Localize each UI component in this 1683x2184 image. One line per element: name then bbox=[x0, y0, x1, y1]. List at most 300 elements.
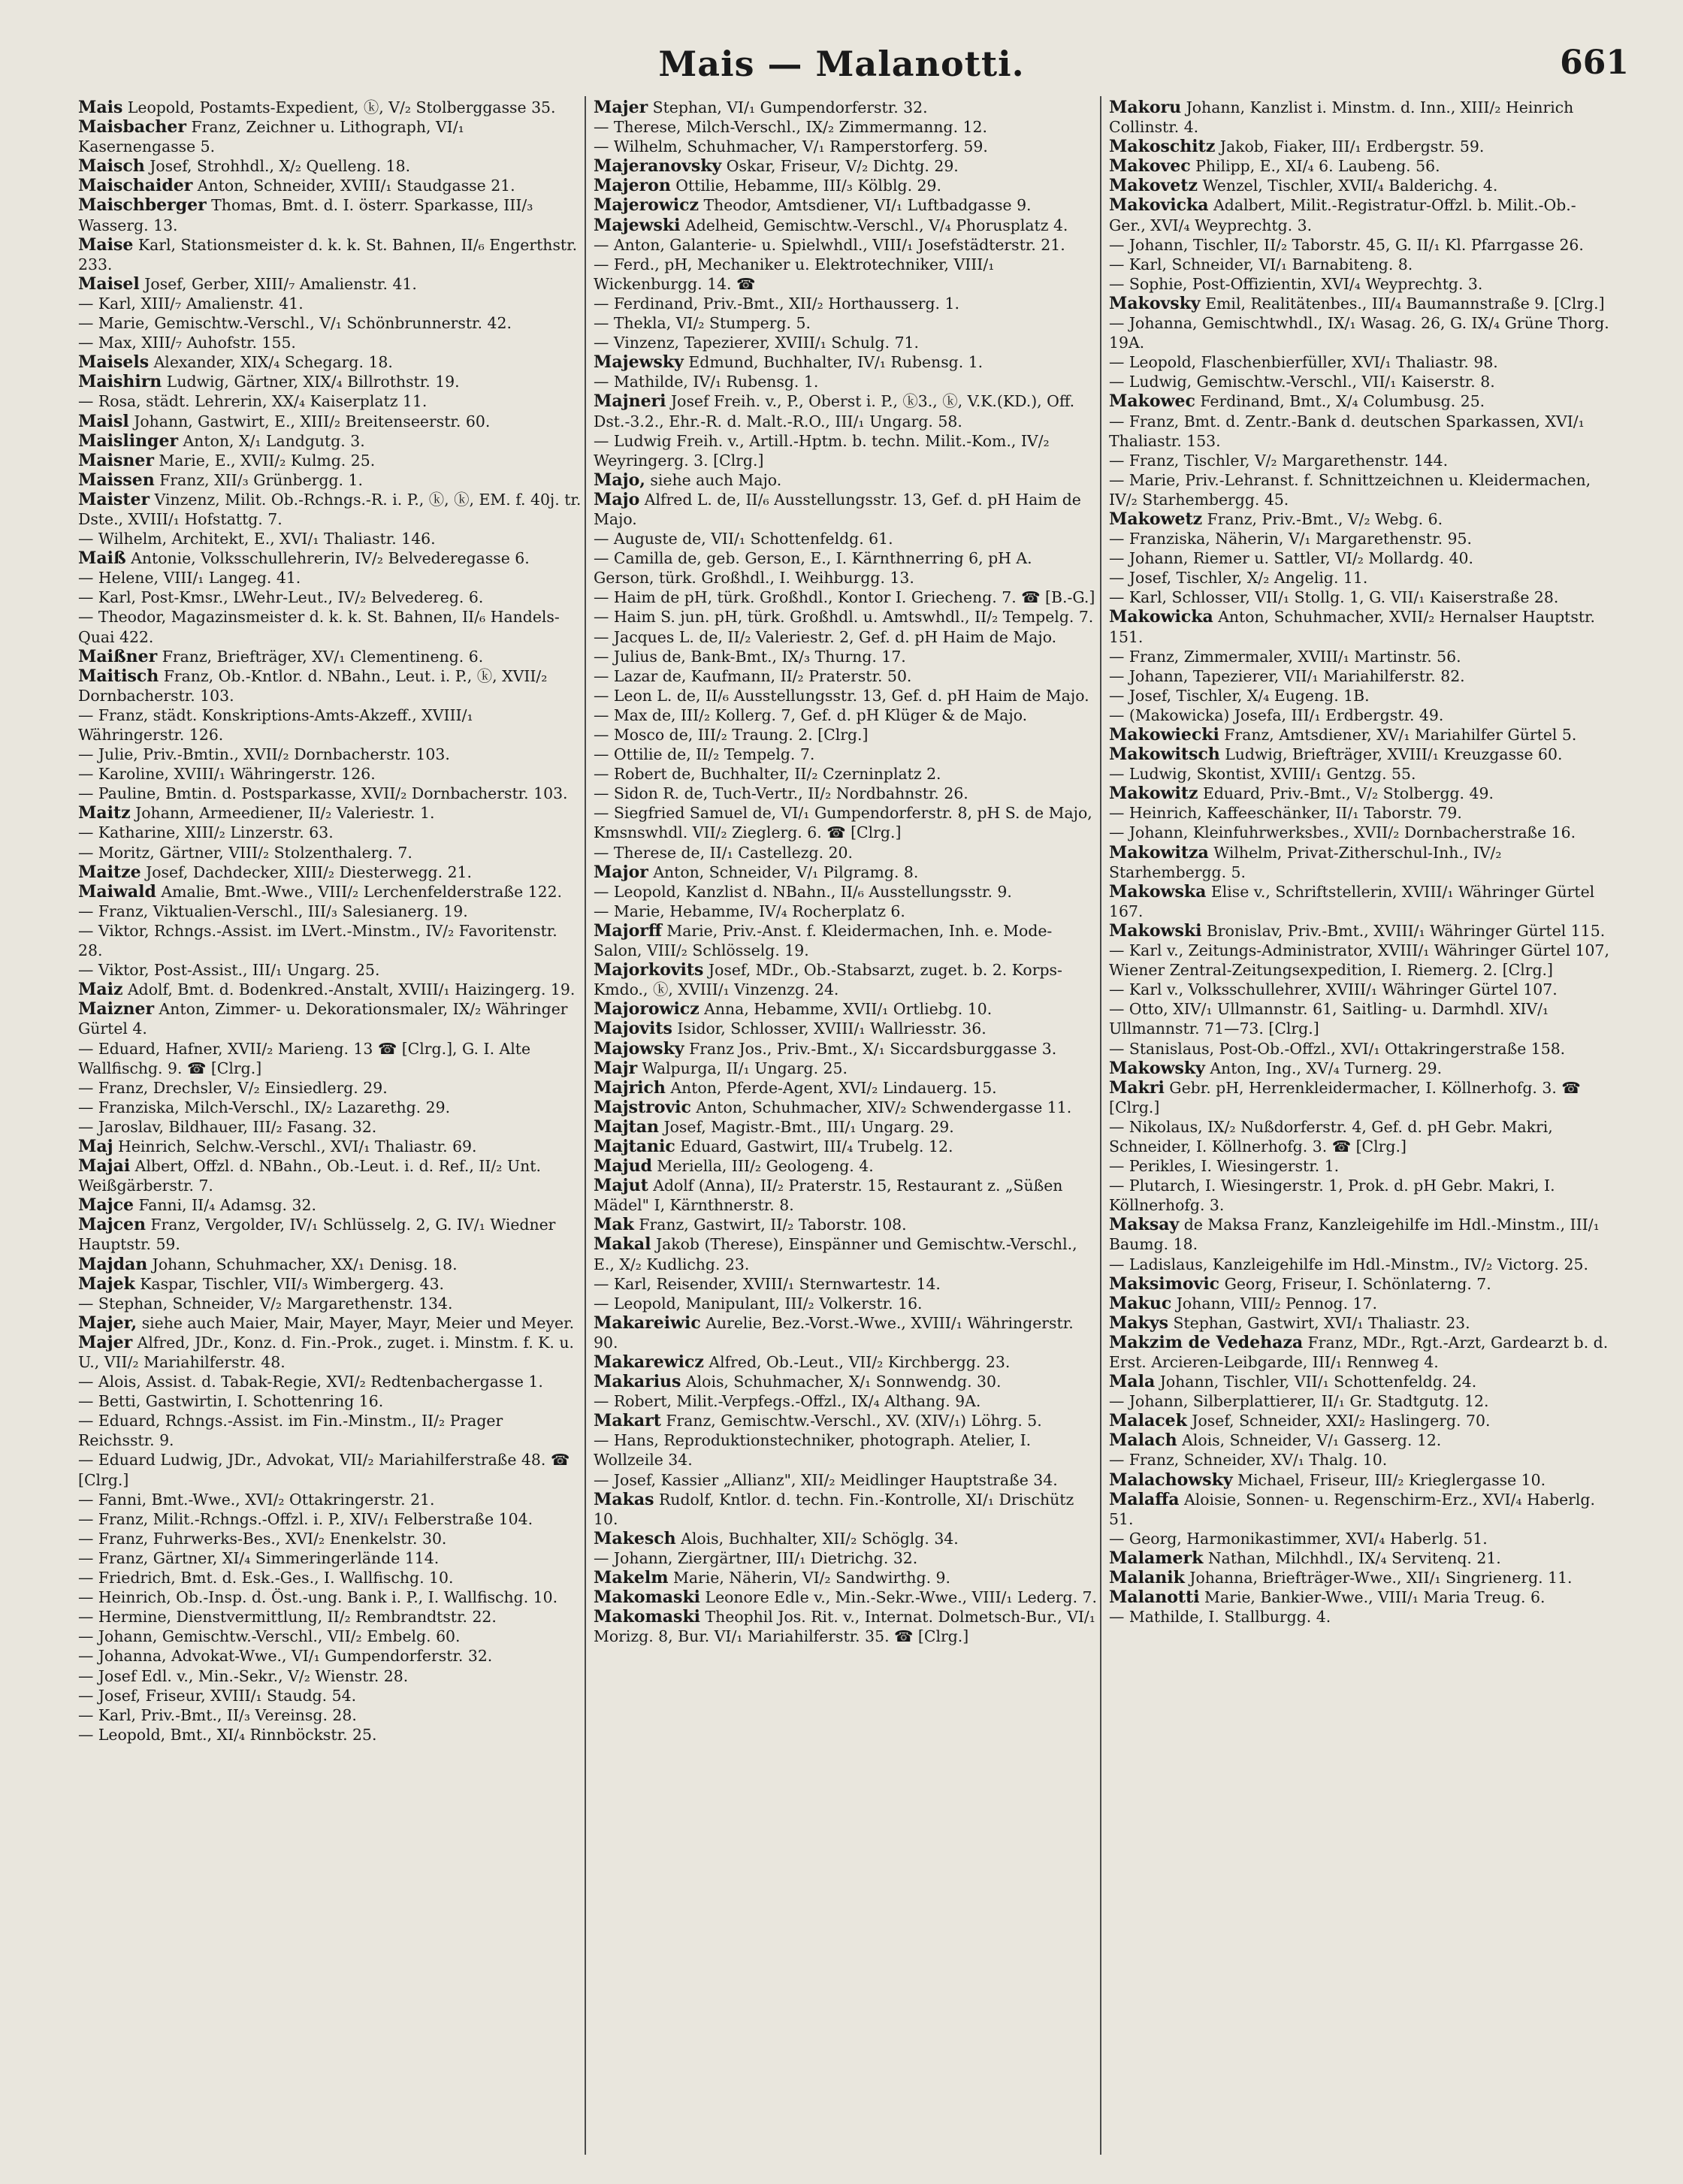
directory-entry bbox=[78, 1156, 582, 1195]
directory-entry bbox=[594, 195, 1097, 215]
directory-entry bbox=[594, 117, 1097, 137]
entry-details: — Ludwig Freih. v., Artill.-Hptm. b. techn. Milit.-Kom., IV/₂ Weyringerg. 3. [Clrg.] bbox=[594, 431, 1050, 470]
entry-details: Franz, Amtsdiener, XV/₁ Mariahilfer Gürtel 5. bbox=[1219, 726, 1577, 744]
directory-entry bbox=[78, 352, 582, 372]
entry-details: — Ludwig, Gemischtw.-Verschl., VII/₁ Kaiserstr. 8. bbox=[1109, 373, 1495, 391]
entry-details: — Leon L. de, II/₆ Ausstellungsstr. 13, Gef. d. pH Haim de Majo. bbox=[594, 686, 1089, 705]
directory-entry bbox=[1109, 1529, 1612, 1548]
entry-surname: Malamerk bbox=[1109, 1548, 1204, 1568]
entry-surname: Malanotti bbox=[1109, 1587, 1200, 1608]
entry-details: Josef, Magistr.-Bmt., III/₁ Ungarg. 29. bbox=[658, 1117, 954, 1136]
entry-details: — Thekla, VI/₂ Stumperg. 5. bbox=[594, 314, 811, 333]
entry-surname: Maislinger bbox=[78, 430, 179, 451]
directory-entry bbox=[1109, 156, 1612, 176]
directory-entry bbox=[594, 1430, 1097, 1470]
directory-entry bbox=[78, 391, 582, 411]
entry-details: — Leopold, Bmt., XI/₄ Rinnböckstr. 25. bbox=[78, 1725, 377, 1744]
entry-details: Franz, MDr., Rgt.-Arzt, Gardearzt b. d. Erst. Arcieren-Leibgarde, III/₁ Rennweg 4. bbox=[1109, 1333, 1609, 1371]
directory-entry bbox=[1109, 1372, 1612, 1391]
entry-details: Meriella, III/₂ Geologeng. 4. bbox=[651, 1157, 874, 1176]
entry-surname: Makowicka bbox=[1109, 607, 1213, 627]
entry-details: Edmund, Buchhalter, IV/₁ Rubensg. 1. bbox=[683, 353, 984, 372]
entry-details: — Franziska, Näherin, V/₁ Margarethenstr. 95. bbox=[1109, 530, 1472, 548]
entry-details: Eduard, Priv.-Bmt., V/₂ Stolbergg. 49. bbox=[1198, 784, 1494, 803]
entry-surname: Malaffa bbox=[1109, 1489, 1180, 1509]
entry-details: — Leopold, Manipulant, III/₂ Volkerstr. 16. bbox=[594, 1294, 923, 1313]
entry-surname: Makas bbox=[594, 1489, 654, 1509]
directory-entry bbox=[1109, 235, 1612, 255]
entry-surname: Majewski bbox=[594, 215, 681, 235]
column-divider bbox=[585, 96, 586, 2155]
directory-entry bbox=[594, 431, 1097, 470]
entry-surname: Maishirn bbox=[78, 372, 162, 392]
directory-entry bbox=[78, 1333, 582, 1372]
entry-surname: Makovec bbox=[1109, 156, 1191, 177]
directory-entry bbox=[78, 1529, 582, 1548]
entry-details: Michael, Friseur, III/₂ Krieglergasse 10. bbox=[1232, 1470, 1546, 1489]
directory-entry bbox=[78, 1548, 582, 1568]
directory-entry bbox=[1109, 764, 1612, 784]
entry-details: Karl, Stationsmeister d. k. k. St. Bahnen, II/₆ Engerthstr. 233. bbox=[78, 235, 578, 273]
entry-surname: Majr bbox=[594, 1058, 638, 1078]
directory-entry bbox=[594, 294, 1097, 313]
entry-surname: Makoru bbox=[1109, 98, 1182, 117]
directory-entry bbox=[594, 98, 1097, 117]
entry-details: Anton, Schuhmacher, XVII/₂ Hernalser Hauptstr. 151. bbox=[1109, 608, 1595, 646]
directory-entry bbox=[1109, 1587, 1612, 1607]
entry-details: Josef, Schneider, XXI/₂ Haslingerg. 70. bbox=[1186, 1412, 1491, 1430]
entry-details: — Karl, Priv.-Bmt., II/₃ Vereinsg. 28. bbox=[78, 1705, 357, 1724]
entry-details: Albert, Offzl. d. NBahn., Ob.-Leut. i. d. Ref., II/₂ Unt. Weißgärberstr. 7. bbox=[78, 1157, 541, 1195]
directory-entry bbox=[78, 784, 582, 803]
directory-entry bbox=[594, 1313, 1097, 1352]
entry-details: Leopold, Postamts-Expedient, ⓚ, V/₂ Stolberggasse 35. bbox=[122, 98, 556, 116]
directory-entry bbox=[1109, 470, 1612, 509]
entry-surname: Makowiecki bbox=[1109, 725, 1219, 745]
entry-details: — Georg, Harmonikastimmer, XVI/₄ Haberlg. 51. bbox=[1109, 1529, 1488, 1548]
entry-details: Franz, Priv.-Bmt., V/₂ Webg. 6. bbox=[1202, 509, 1443, 528]
directory-entry bbox=[594, 470, 1097, 490]
directory-entry bbox=[594, 745, 1097, 764]
entry-details: Aloisie, Sonnen- u. Regenschirm-Erz., XVI/₄ Haberlg. 51. bbox=[1109, 1490, 1595, 1528]
entry-details: — Karl, Post-Kmsr., LWehr-Leut., IV/₂ Belvedereg. 6. bbox=[78, 588, 484, 607]
directory-entry bbox=[594, 764, 1097, 784]
directory-entry bbox=[1109, 176, 1612, 195]
column-1 bbox=[78, 98, 582, 1744]
entry-details: Franz, Zeichner u. Lithograph, VI/₁ Kasernengasse 5. bbox=[78, 118, 464, 156]
entry-surname: Majtanic bbox=[594, 1136, 675, 1156]
entry-surname: Mais bbox=[78, 98, 123, 117]
entry-details: Nathan, Milchhdl., IX/₄ Servitenq. 21. bbox=[1203, 1548, 1501, 1567]
entry-details: — Sidon R. de, Tuch-Vertr., II/₂ Nordbahnstr. 26. bbox=[594, 784, 968, 803]
entry-surname: Majorkovits bbox=[594, 960, 704, 980]
entry-surname: Maitisch bbox=[78, 666, 159, 686]
entry-details: — Alois, Assist. d. Tabak-Regie, XVI/₂ Redtenbachergasse 1. bbox=[78, 1373, 543, 1391]
entry-details: — Sophie, Post-Offizientin, XVI/₄ Weyprechtg. 3. bbox=[1109, 274, 1483, 293]
directory-entry bbox=[594, 1587, 1097, 1607]
directory-entry bbox=[594, 333, 1097, 352]
directory-entry bbox=[78, 1215, 582, 1254]
entry-details: Rudolf, Kntlor. d. techn. Fin.-Kontrolle, XI/₁ Drischütz 10. bbox=[594, 1490, 1074, 1528]
directory-entry bbox=[1109, 529, 1612, 548]
entry-surname: Makovsky bbox=[1109, 293, 1201, 313]
entry-surname: Majeron bbox=[594, 176, 671, 196]
entry-details: — Ferd., pH, Mechaniker u. Elektrotechniker, VIII/₁ Wickenburgg. 14. ☎ bbox=[594, 255, 995, 293]
entry-details: — Franz, Schneider, XV/₁ Thalg. 10. bbox=[1109, 1451, 1388, 1470]
entry-details: Franz, Gemischtw.-Verschl., XV. (XIV/₁) Löhrg. 5. bbox=[660, 1412, 1042, 1430]
entry-details: Johann, Schuhmacher, XX/₁ Denisg. 18. bbox=[147, 1255, 458, 1273]
entry-details: Franz, Gastwirt, II/₂ Taborstr. 108. bbox=[633, 1216, 907, 1234]
entry-details: Adelheid, Gemischtw.-Verschl., V/₄ Phorusplatz 4. bbox=[680, 216, 1068, 234]
entry-surname: Majrich bbox=[594, 1077, 666, 1098]
directory-entry bbox=[594, 313, 1097, 333]
entry-surname: Malach bbox=[1109, 1430, 1177, 1451]
entry-details: Marie, Priv.-Anst. f. Kleidermachen, Inh. e. Mode-Salon, VIII/₂ Schlösselg. 19. bbox=[594, 921, 1053, 960]
directory-entry bbox=[1109, 451, 1612, 470]
directory-entry bbox=[594, 391, 1097, 430]
directory-entry bbox=[1109, 999, 1612, 1038]
directory-entry bbox=[594, 1059, 1097, 1078]
entry-surname: Maitze bbox=[78, 862, 141, 882]
page-header bbox=[0, 44, 1683, 104]
entry-details: Josef, MDr., Ob.-Stabsarzt, zuget. b. 2. Korps-Kmdo., ⓚ, XVIII/₁ Vinzenzg. 24. bbox=[594, 961, 1062, 999]
directory-entry bbox=[1109, 98, 1612, 137]
entry-surname: Maischaider bbox=[78, 176, 193, 196]
directory-entry bbox=[78, 823, 582, 842]
entry-details: — Franz, Bmt. d. Zentr.-Bank d. deutschen Sparkassen, XVI/₁ Thaliastr. 153. bbox=[1109, 412, 1585, 450]
running-head: Mais — Malanotti. bbox=[658, 44, 1025, 84]
directory-entry bbox=[1109, 1607, 1612, 1627]
directory-entry bbox=[1109, 1176, 1612, 1215]
directory-entry bbox=[594, 1098, 1097, 1117]
directory-entry bbox=[78, 1725, 582, 1744]
entry-details: Alois, Schneider, V/₁ Gasserg. 12. bbox=[1177, 1431, 1442, 1450]
entry-details: — Jaroslav, Bildhauer, III/₂ Fasang. 32. bbox=[78, 1117, 377, 1136]
directory-entry bbox=[594, 960, 1097, 999]
entry-details: Anton, Schuhmacher, XIV/₂ Schwendergasse 11. bbox=[690, 1098, 1072, 1116]
directory-entry bbox=[78, 764, 582, 784]
entry-details: — Viktor, Post-Assist., III/₁ Ungarg. 25. bbox=[78, 961, 380, 980]
entry-surname: Makys bbox=[1109, 1313, 1169, 1333]
directory-entry bbox=[1109, 274, 1612, 294]
entry-details: — Franz, Tischler, V/₂ Margarethenstr. 144. bbox=[1109, 451, 1449, 470]
directory-entry bbox=[78, 195, 582, 234]
entry-details: — Johann, Tapezierer, VII/₁ Mariahilferstr. 82. bbox=[1109, 666, 1465, 685]
directory-entry bbox=[1109, 568, 1612, 588]
directory-entry bbox=[78, 1078, 582, 1098]
entry-details: Jakob, Fiaker, III/₁ Erdbergstr. 59. bbox=[1215, 137, 1485, 156]
entry-surname: Malanik bbox=[1109, 1568, 1185, 1588]
directory-entry bbox=[1109, 1156, 1612, 1176]
entry-details: Marie, Näherin, VI/₂ Sandwirthg. 9. bbox=[668, 1569, 950, 1587]
entry-details: — Max de, III/₂ Kollerg. 7, Gef. d. pH Klüger & de Majo. bbox=[594, 705, 1028, 724]
directory-entry bbox=[594, 666, 1097, 686]
directory-entry bbox=[78, 176, 582, 195]
entry-details: Alfred, JDr., Konz. d. Fin.-Prok., zuget. i. Minstm. f. K. u. U., VII/₂ Mariahilferstr. 48. bbox=[78, 1333, 574, 1371]
directory-entry bbox=[1109, 294, 1612, 313]
directory-entry bbox=[1109, 509, 1612, 529]
entry-details: Wilhelm, Privat-Zitherschul-Inh., IV/₂ Starhembergg. 5. bbox=[1109, 843, 1502, 881]
directory-entry bbox=[1109, 921, 1612, 941]
directory-entry bbox=[78, 1450, 582, 1489]
entry-surname: Makri bbox=[1109, 1077, 1165, 1098]
entry-details: Anton, Zimmer- u. Dekorationsmaler, IX/₂ Währinger Gürtel 4. bbox=[78, 1000, 568, 1038]
directory-entry bbox=[594, 352, 1097, 372]
entry-details: — Mathilde, I. Stallburgg. 4. bbox=[1109, 1608, 1331, 1627]
entry-details: — Moritz, Gärtner, VIII/₂ Stolzenthalerg. 7. bbox=[78, 843, 412, 862]
directory-entry bbox=[78, 607, 582, 646]
entry-details: Adolf (Anna), II/₂ Praterstr. 15, Restaurant z. „Süßen Mädel" I, Kärnthnerstr. 8. bbox=[594, 1177, 1063, 1215]
directory-entry bbox=[594, 1470, 1097, 1490]
directory-entry bbox=[78, 745, 582, 764]
entry-details: — Auguste de, VII/₁ Schottenfeldg. 61. bbox=[594, 530, 893, 548]
entry-details: Antonie, Volksschullehrerin, IV/₂ Belvederegasse 6. bbox=[125, 549, 530, 568]
entry-details: Alexander, XIX/₄ Schegarg. 18. bbox=[149, 353, 393, 372]
entry-details: Josef, Strohhdl., X/₂ Quelleng. 18. bbox=[144, 157, 411, 176]
entry-details: — Nikolaus, IX/₂ Nußdorferstr. 4, Gef. d. pH Gebr. Makri, Schneider, I. Köllnerhofg. 3. ☎ [Clrg.] bbox=[1109, 1117, 1553, 1155]
entry-surname: Majowsky bbox=[594, 1038, 684, 1059]
entry-details: — (Makowicka) Josefa, III/₁ Erdbergstr. 49. bbox=[1109, 705, 1444, 724]
directory-entry bbox=[1109, 1470, 1612, 1490]
entry-surname: Maise bbox=[78, 234, 134, 255]
directory-entry bbox=[1109, 137, 1612, 156]
directory-entry bbox=[1109, 941, 1612, 980]
entry-details: Gebr. pH, Herrenkleidermacher, I. Köllnerhofg. 3. ☎ [Clrg.] bbox=[1109, 1078, 1581, 1116]
entry-details: — Otto, XIV/₁ Ullmannstr. 61, Saitling- u. Darmhdl. XIV/₁ Ullmannstr. 71—73. [Clrg.] bbox=[1109, 1000, 1549, 1038]
entry-details: Johann, Kanzlist i. Minstm. d. Inn., XIII/₂ Heinrich Collinstr. 4. bbox=[1109, 98, 1574, 137]
entry-details: — Julie, Priv.-Bmtin., XVII/₂ Dornbacherstr. 103. bbox=[78, 745, 450, 764]
entry-details: Elise v., Schriftstellerin, XVIII/₁ Währinger Gürtel 167. bbox=[1109, 882, 1595, 920]
entry-surname: Makesch bbox=[594, 1528, 676, 1548]
entry-surname: Mala bbox=[1109, 1372, 1156, 1392]
entry-surname: Maisels bbox=[78, 352, 150, 373]
directory-entry bbox=[1109, 725, 1612, 745]
directory-entry bbox=[1109, 588, 1612, 607]
directory-entry bbox=[78, 1098, 582, 1117]
entry-details: — Karl v., Zeitungs-Administrator, XVIII/₁ Währinger Gürtel 107, Wiener Zentral-Zeitungsexpedition, I. Riemerg. 2. [Clrg.] bbox=[1109, 941, 1609, 980]
entry-details: — Viktor, Rchngs.-Assist. im LVert.-Minstm., IV/₂ Favoritenstr. 28. bbox=[78, 921, 557, 960]
directory-entry bbox=[78, 1255, 582, 1274]
entry-surname: Maj bbox=[78, 1136, 113, 1156]
entry-details: — Franz, Milit.-Rchngs.-Offzl. i. P., XIV/₁ Felberstraße 104. bbox=[78, 1509, 533, 1528]
entry-surname: Maisner bbox=[78, 450, 154, 470]
entry-details: Anton, Schneider, XVIII/₁ Staudgasse 21. bbox=[192, 177, 515, 195]
directory-entry bbox=[594, 686, 1097, 705]
directory-entry bbox=[78, 470, 582, 490]
entry-surname: Majtan bbox=[594, 1116, 659, 1137]
directory-entry bbox=[78, 235, 582, 274]
entry-surname: Makuc bbox=[1109, 1293, 1172, 1313]
entry-surname: Makowsky bbox=[1109, 1058, 1205, 1078]
entry-surname: Majo, bbox=[594, 470, 645, 490]
entry-details: — Karl, Schneider, VI/₁ Barnabiteng. 8. bbox=[1109, 255, 1413, 273]
directory-entry bbox=[78, 666, 582, 705]
entry-surname: Maiz bbox=[78, 980, 123, 1000]
entry-details: — Franz, städt. Konskriptions-Amts-Akzeff., XVIII/₁ Währingerstr. 126. bbox=[78, 705, 473, 744]
entry-details: — Julius de, Bank-Bmt., IX/₃ Thurng. 17. bbox=[594, 647, 906, 666]
directory-entry bbox=[594, 1078, 1097, 1098]
entry-surname: Majcen bbox=[78, 1215, 146, 1235]
directory-entry bbox=[594, 784, 1097, 803]
directory-entry bbox=[1109, 1450, 1612, 1470]
entry-details: — Leopold, Kanzlist d. NBahn., II/₆ Ausstellungsstr. 9. bbox=[594, 882, 1012, 901]
directory-entry bbox=[78, 274, 582, 294]
entry-details: Stephan, Gastwirt, XVI/₁ Thaliastr. 23. bbox=[1168, 1313, 1470, 1332]
entry-details: Fanni, II/₄ Adamsg. 32. bbox=[133, 1196, 316, 1215]
entry-details: Franz, XII/₃ Grünbergg. 1. bbox=[154, 470, 363, 489]
directory-entry bbox=[78, 1490, 582, 1509]
directory-entry bbox=[594, 1352, 1097, 1372]
entry-details: Alois, Schuhmacher, X/₁ Sonnwendg. 30. bbox=[681, 1373, 1002, 1391]
entry-details: Adalbert, Milit.-Registratur-Offzl. b. Milit.-Ob.-Ger., XVI/₄ Weyprechtg. 3. bbox=[1109, 196, 1576, 234]
directory-entry bbox=[594, 921, 1097, 960]
entry-details: — Karl, Reisender, XVIII/₁ Sternwartestr. 14. bbox=[594, 1274, 941, 1293]
entry-details: Heinrich, Selchw.-Verschl., XVI/₁ Thaliastr. 69. bbox=[113, 1137, 477, 1155]
entry-surname: Makareiwic bbox=[594, 1313, 701, 1333]
entry-surname: Majdan bbox=[78, 1254, 148, 1274]
entry-details: — Rosa, städt. Lehrerin, XX/₄ Kaiserplatz 11. bbox=[78, 392, 428, 411]
entry-details: Franz, Ob.-Kntlor. d. NBahn., Leut. i. P., ⓚ, XVII/₂ Dornbacherstr. 103. bbox=[78, 666, 548, 705]
entry-details: Anton, Pferde-Agent, XVI/₂ Lindauerg. 15. bbox=[665, 1078, 997, 1097]
entry-surname: Maiß bbox=[78, 548, 126, 569]
directory-entry bbox=[78, 1117, 582, 1137]
directory-entry bbox=[594, 1215, 1097, 1234]
directory-entry bbox=[78, 862, 582, 882]
directory-entry bbox=[78, 98, 582, 117]
entry-details: — Robert, Milit.-Verpfegs.-Offzl., IX/₄ Althang. 9A. bbox=[594, 1392, 981, 1411]
directory-entry bbox=[78, 490, 582, 529]
entry-details: Adolf, Bmt. d. Bodenkred.-Anstalt, XVIII/₁ Haizingerg. 19. bbox=[122, 980, 576, 999]
entry-details: — Franz, Viktualien-Verschl., III/₃ Salesianerg. 19. bbox=[78, 902, 468, 920]
entry-details: — Theodor, Magazinsmeister d. k. k. St. Bahnen, II/₆ Handels-Quai 422. bbox=[78, 608, 560, 646]
directory-entry bbox=[1109, 843, 1612, 882]
directory-entry bbox=[594, 1039, 1097, 1059]
entry-details: Alois, Buchhalter, XII/₂ Schöglg. 34. bbox=[675, 1529, 959, 1548]
directory-entry bbox=[594, 1294, 1097, 1313]
entry-details: — Franziska, Milch-Verschl., IX/₂ Lazarethg. 29. bbox=[78, 1098, 451, 1116]
entry-details: Alfred, Ob.-Leut., VII/₂ Kirchbergg. 23. bbox=[703, 1353, 1011, 1371]
directory-entry bbox=[78, 803, 582, 823]
directory-entry bbox=[594, 529, 1097, 548]
directory-entry bbox=[1109, 1391, 1612, 1411]
entry-details: — Johann, Riemer u. Sattler, VI/₂ Mollardg. 40. bbox=[1109, 549, 1473, 568]
directory-entry bbox=[1109, 784, 1612, 803]
entry-surname: Majut bbox=[594, 1176, 648, 1196]
entry-details: — Marie, Priv.-Lehranst. f. Schnittzeichnen u. Kleidermachen, IV/₂ Starhembergg. 45. bbox=[1109, 470, 1591, 509]
directory-entry bbox=[594, 490, 1097, 529]
entry-details: Franz, Vergolder, IV/₁ Schlüsselg. 2, G. IV/₁ Wiedner Hauptstr. 59. bbox=[78, 1216, 556, 1254]
entry-details: — Plutarch, I. Wiesingerstr. 1, Prok. d. pH Gebr. Makri, I. Köllnerhofg. 3. bbox=[1109, 1177, 1555, 1215]
entry-details: — Karoline, XVIII/₁ Währingerstr. 126. bbox=[78, 765, 376, 784]
directory-entry bbox=[78, 1587, 582, 1607]
entry-details: Alfred L. de, II/₆ Ausstellungsstr. 13, Gef. d. pH Haim de Majo. bbox=[594, 490, 1081, 528]
directory-entry bbox=[594, 1548, 1097, 1568]
entry-surname: Majeranovsky bbox=[594, 156, 722, 177]
entry-details: — Stanislaus, Post-Ob.-Offzl., XVI/₁ Ottakringerstraße 158. bbox=[1109, 1039, 1566, 1058]
directory-entry bbox=[594, 999, 1097, 1019]
directory-entry bbox=[1109, 1039, 1612, 1059]
directory-entry bbox=[594, 1019, 1097, 1038]
directory-entry bbox=[594, 1568, 1097, 1587]
directory-entry bbox=[78, 313, 582, 333]
directory-entry bbox=[78, 156, 582, 176]
entry-details: Leonore Edle v., Min.-Sekr.-Wwe., VIII/₁ Lederg. 7. bbox=[700, 1588, 1098, 1607]
entry-details: Wenzel, Tischler, XVII/₄ Balderichg. 4. bbox=[1197, 177, 1498, 195]
entry-surname: Maksimovic bbox=[1109, 1273, 1220, 1294]
directory-entry bbox=[78, 588, 582, 607]
entry-surname: Makowitz bbox=[1109, 784, 1198, 804]
directory-entry bbox=[594, 627, 1097, 647]
directory-entry bbox=[1109, 647, 1612, 666]
directory-entry bbox=[1109, 1490, 1612, 1529]
directory-entry bbox=[78, 999, 582, 1038]
directory-entry bbox=[594, 137, 1097, 156]
entry-details: — Franz, Fuhrwerks-Bes., XVI/₂ Enenkelstr. 30. bbox=[78, 1529, 447, 1548]
entry-details: — Stephan, Schneider, V/₂ Margarethenstr. 134. bbox=[78, 1294, 453, 1313]
directory-entry bbox=[594, 1391, 1097, 1411]
directory-entry bbox=[594, 843, 1097, 862]
directory-entry bbox=[1109, 1255, 1612, 1274]
directory-entry bbox=[78, 412, 582, 431]
directory-entry bbox=[1109, 1059, 1612, 1078]
entry-details: — Ludwig, Skontist, XVIII/₁ Gentzg. 55. bbox=[1109, 765, 1416, 784]
entry-details: Bronislav, Priv.-Bmt., XVIII/₁ Währinger Gürtel 115. bbox=[1201, 921, 1606, 940]
directory-entry bbox=[78, 431, 582, 451]
directory-entry bbox=[594, 647, 1097, 666]
entry-details: — Friedrich, Bmt. d. Esk.-Ges., I. Wallfischg. 10. bbox=[78, 1569, 454, 1587]
directory-entry bbox=[1109, 412, 1612, 451]
directory-entry bbox=[1109, 1430, 1612, 1450]
directory-entry bbox=[1109, 548, 1612, 568]
entry-details: — Fanni, Bmt.-Wwe., XVI/₂ Ottakringerstr. 21. bbox=[78, 1490, 435, 1509]
entry-details: — Robert de, Buchhalter, II/₂ Czerninplatz 2. bbox=[594, 765, 941, 784]
directory-entry bbox=[78, 451, 582, 470]
entry-details: — Max, XIII/₇ Auhofstr. 155. bbox=[78, 334, 296, 352]
directory-entry bbox=[1109, 255, 1612, 274]
entry-details: siehe auch Majo. bbox=[645, 470, 782, 489]
entry-surname: Makomaski bbox=[594, 1587, 701, 1608]
entry-surname: Majneri bbox=[594, 391, 666, 412]
directory-entry bbox=[1109, 823, 1612, 842]
entry-details: — Johanna, Gemischtwhdl., IX/₁ Wasag. 26, G. IX/₄ Grüne Thorg. 19A. bbox=[1109, 314, 1609, 352]
directory-entry bbox=[78, 1372, 582, 1391]
entry-surname: Maizner bbox=[78, 999, 155, 1020]
entry-details: Isidor, Schlosser, XVIII/₁ Wallriesstr. 36. bbox=[672, 1020, 987, 1038]
entry-surname: Majer, bbox=[78, 1313, 137, 1333]
entry-surname: Makoschitz bbox=[1109, 137, 1216, 157]
directory-entry bbox=[78, 705, 582, 745]
entry-details: — Wilhelm, Architekt, E., XVI/₁ Thaliastr. 146. bbox=[78, 530, 436, 548]
directory-entry bbox=[78, 1195, 582, 1215]
entry-details: Emil, Realitätenbes., III/₄ Baumannstraße 9. [Clrg.] bbox=[1200, 294, 1605, 313]
entry-surname: Majorowicz bbox=[594, 999, 699, 1020]
entry-details: — Siegfried Samuel de, VI/₁ Gumpendorferstr. 8, pH S. de Majo, Kmsnswhdl. VII/₂ Zieglerg. 6. ☎ [Clrg.] bbox=[594, 804, 1092, 842]
entry-details: — Johann, Silberplattierer, II/₁ Gr. Stadtgutg. 12. bbox=[1109, 1392, 1489, 1411]
entry-surname: Majud bbox=[594, 1156, 652, 1177]
directory-entry bbox=[78, 1627, 582, 1646]
directory-entry bbox=[1109, 1294, 1612, 1313]
directory-entry bbox=[1109, 882, 1612, 921]
entry-surname: Major bbox=[594, 862, 648, 882]
entry-surname: Maister bbox=[78, 489, 150, 509]
entry-surname: Maisl bbox=[78, 411, 129, 431]
entry-details: — Heinrich, Kaffeeschänker, II/₁ Taborstr. 79. bbox=[1109, 804, 1462, 823]
entry-details: Anton, Ing., XV/₄ Turnerg. 29. bbox=[1204, 1059, 1443, 1077]
entry-surname: Makarius bbox=[594, 1372, 681, 1392]
entry-surname: Majce bbox=[78, 1195, 134, 1216]
directory-entry bbox=[1109, 1274, 1612, 1294]
directory-entry bbox=[594, 862, 1097, 882]
